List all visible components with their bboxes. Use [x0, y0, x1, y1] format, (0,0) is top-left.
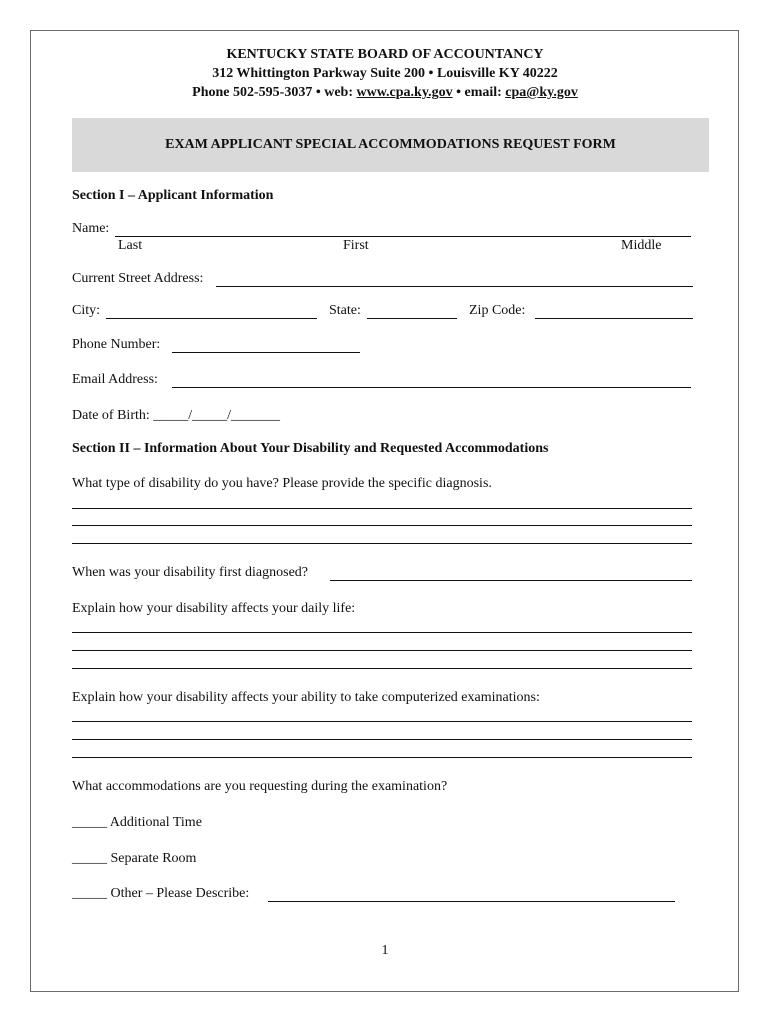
- q-computerized-exam: Explain how your disability affects your ability to take computerized examinations:: [72, 690, 540, 705]
- org-contact: [0, 85, 770, 101]
- dob-field[interactable]: _____/_____/_______: [153, 408, 281, 423]
- name-label: Name:: [72, 221, 110, 236]
- email-label: Email Address:: [72, 372, 158, 387]
- diagnosed-field[interactable]: [330, 580, 692, 581]
- city-field[interactable]: [106, 318, 317, 319]
- other-describe-field[interactable]: [268, 901, 675, 902]
- last-caption: Last: [118, 238, 143, 253]
- q-disability-type: What type of disability do you have? Please provide the specific diagnosis.: [72, 476, 492, 491]
- answer-line[interactable]: [72, 508, 692, 509]
- phone-label: Phone Number:: [72, 337, 161, 352]
- form-title: EXAM APPLICANT SPECIAL ACCOMMODATIONS REQUEST FORM: [165, 137, 616, 152]
- answer-line[interactable]: [72, 650, 692, 651]
- answer-line[interactable]: [72, 543, 692, 544]
- answer-line[interactable]: [72, 721, 692, 722]
- answer-line[interactable]: [72, 668, 692, 669]
- state-field[interactable]: [367, 318, 457, 319]
- org-address: 312 Whittington Parkway Suite 200 • Louisville KY 40222: [212, 66, 558, 81]
- answer-line[interactable]: [72, 525, 692, 526]
- street-field[interactable]: [216, 286, 693, 287]
- state-label: State:: [329, 303, 361, 318]
- page-number: 1: [381, 943, 389, 958]
- q-accommodations: What accommodations are you requesting during the examination?: [72, 779, 448, 794]
- phone-field[interactable]: [172, 352, 360, 353]
- org-name: KENTUCKY STATE BOARD OF ACCOUNTANCY: [226, 47, 544, 62]
- page-border: [30, 30, 739, 992]
- zip-field[interactable]: [535, 318, 693, 319]
- answer-line[interactable]: [72, 632, 692, 633]
- option-additional-time[interactable]: _____ Additional Time: [72, 815, 202, 830]
- email-link[interactable]: cpa@ky.gov: [505, 85, 578, 100]
- option-separate-room[interactable]: _____ Separate Room: [72, 851, 197, 866]
- phone-text: Phone 502-595-3037 • web:: [192, 85, 357, 100]
- answer-line[interactable]: [72, 739, 692, 740]
- section2-title: Section II – Information About Your Disability and Requested Accommodations: [72, 441, 549, 456]
- web-link[interactable]: www.cpa.ky.gov: [356, 85, 453, 100]
- dob-label: [72, 408, 280, 424]
- street-label: Current Street Address:: [72, 271, 204, 286]
- email-field[interactable]: [172, 387, 691, 388]
- section1-title: Section I – Applicant Information: [72, 188, 274, 203]
- zip-label: Zip Code:: [469, 303, 526, 318]
- city-label: City:: [72, 303, 101, 318]
- q-daily-life: Explain how your disability affects your daily life:: [72, 601, 356, 616]
- name-field[interactable]: [115, 236, 691, 237]
- q-diagnosed: When was your disability first diagnosed?: [72, 565, 309, 580]
- dob-label-text: Date of Birth:: [72, 408, 150, 423]
- email-prefix: • email:: [452, 85, 506, 100]
- option-other[interactable]: _____ Other – Please Describe:: [72, 886, 250, 901]
- answer-line[interactable]: [72, 757, 692, 758]
- form-title-banner: [72, 118, 709, 172]
- first-caption: First: [343, 238, 369, 253]
- middle-caption: Middle: [621, 238, 662, 253]
